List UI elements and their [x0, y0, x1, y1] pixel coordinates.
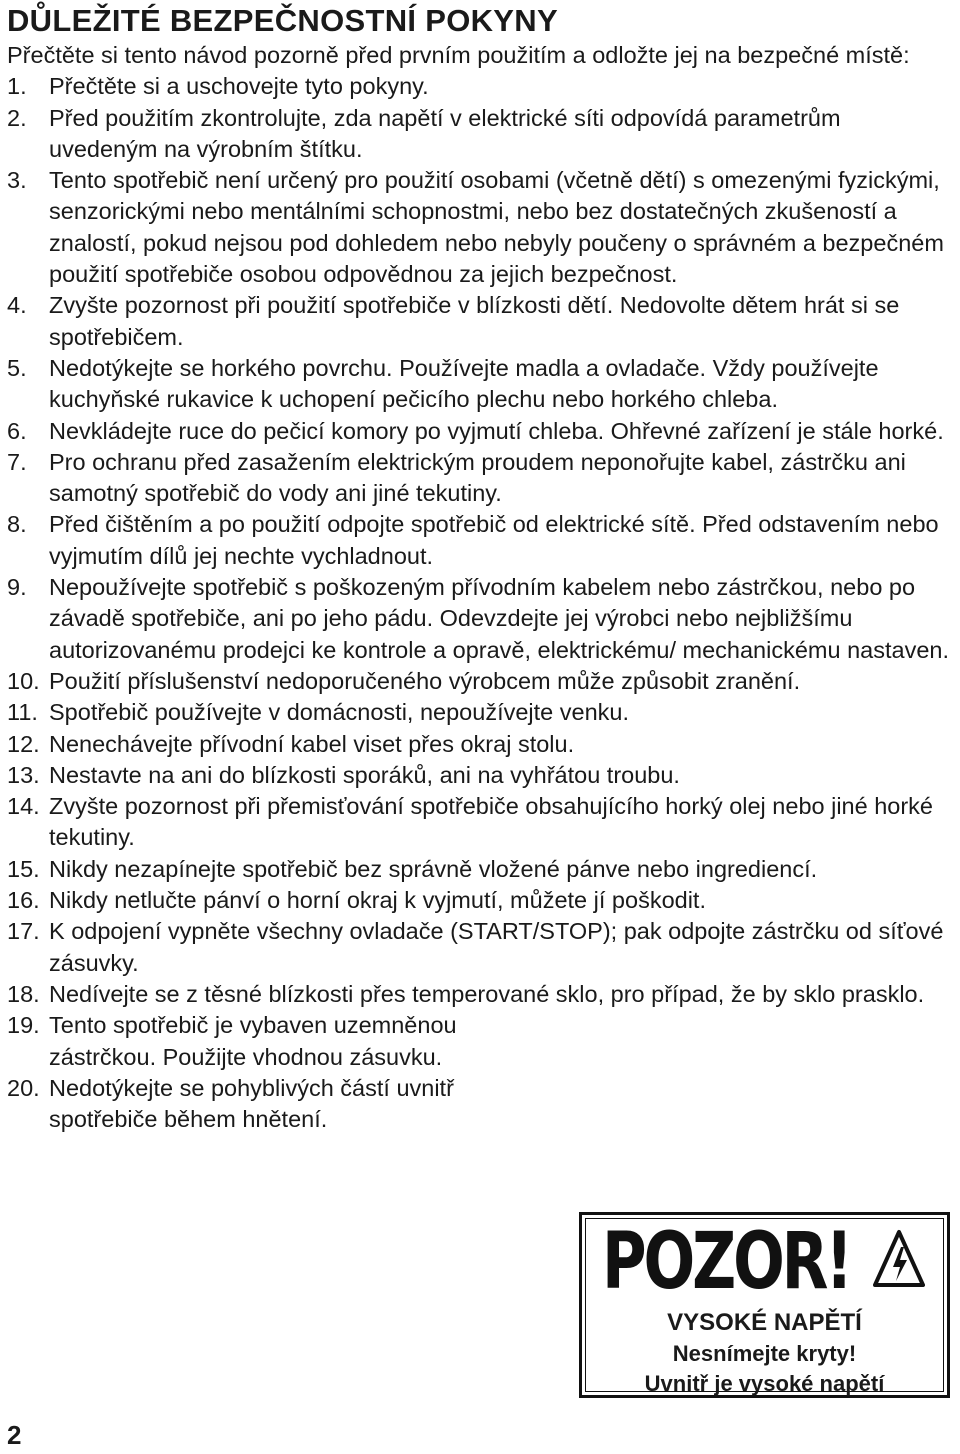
item-text: Zvyšte pozornost při přemisťování spotřebiče obsahujícího horký olej nebo jiné horké tekutiny. — [49, 793, 934, 851]
item-text: Před čištěním a po použití odpojte spotřebič od elektrické sítě. Před odstavením nebo vyjmutím dílů jej nechte vychladnout. — [49, 511, 939, 569]
list-item — [7, 416, 955, 447]
list-item — [7, 729, 955, 760]
list-item — [7, 1010, 955, 1073]
list-item — [7, 1073, 955, 1136]
item-number: 6. — [7, 417, 27, 444]
list-item — [7, 353, 955, 416]
list-item — [7, 447, 955, 510]
list-item — [7, 290, 955, 353]
item-text: Nedívejte se z těsné blízkosti přes temperované sklo, pro případ, že by sklo prasklo. — [49, 980, 925, 1007]
item-number: 14. — [7, 793, 40, 820]
manual-page — [7, 0, 955, 1135]
warning-heading: POZOR! — [602, 1217, 851, 1307]
item-text: Tento spotřebič je vybaven uzemněnou zástrčkou. Použijte vhodnou zásuvku. — [49, 1012, 457, 1070]
list-item — [7, 979, 955, 1010]
item-text: Tento spotřebič není určený pro použití osobami (včetně dětí) s omezenými fyzickými, senzorickými nebo mentálními schopnostmi, nebo bez dostatečných zkušeností a znalostí, pokud nejsou pod dohledem nebo nebyly poučeny o správném a bezpečném použití spotřebiče osobou odpovědnou za jejich bezpečnost. — [49, 167, 944, 288]
item-text: Zvyšte pozornost při použití spotřebiče v blízkosti dětí. Nedovolte dětem hrát si se spotřebičem. — [49, 292, 900, 350]
item-text: Přečtěte si a uschovejte tyto pokyny. — [49, 73, 429, 100]
item-number: 20. — [7, 1074, 40, 1101]
item-text: Před použitím zkontrolujte, zda napětí v elektrické síti odpovídá parametrům uvedeným na výrobním štítku. — [49, 104, 841, 162]
item-text: Nepoužívejte spotřebič s poškozeným přívodním kabelem nebo zástrčkou, nebo po závadě spotřebiče, ani po jeho pádu. Odevzdejte jej výrobci nebo nejbližšímu autorizovanému prodejci ke kontrole a opravě, elektrickému/ mechanickému nastaven. — [49, 574, 949, 663]
list-item — [7, 885, 955, 916]
item-text: Nevkládejte ruce do pečicí komory po vyjmutí chleba. Ohřevné zařízení je stále horké. — [49, 417, 944, 444]
safety-instructions-list — [7, 71, 955, 1135]
item-number: 17. — [7, 918, 40, 945]
warning-inner-border — [585, 1217, 944, 1396]
item-text: Použití příslušenství nedoporučeného výrobcem může způsobit zranění. — [49, 667, 801, 694]
item-text: Nikdy nezapínejte spotřebič bez správně vložené pánve nebo ingrediencí. — [49, 855, 818, 882]
item-number: 13. — [7, 761, 40, 788]
list-item — [7, 697, 955, 728]
item-number: 8. — [7, 511, 27, 538]
item-number: 16. — [7, 887, 40, 914]
warning-line-high-voltage-inside: Uvnitř je vysoké napětí — [644, 1371, 885, 1396]
high-voltage-warning-label — [579, 1212, 950, 1398]
item-number: 4. — [7, 292, 27, 319]
item-text: Nedotýkejte se horkého povrchu. Používejte madla a ovladače. Vždy používejte kuchyňské rukavice k uchopení pečicího plechu nebo horkého chleba. — [49, 354, 879, 413]
item-number: 18. — [7, 980, 40, 1007]
item-number: 5. — [7, 354, 27, 381]
list-item — [7, 760, 955, 791]
item-text: Spotřebič používejte v domácnosti, nepoužívejte venku. — [49, 699, 630, 726]
item-number: 15. — [7, 855, 40, 882]
list-item — [7, 165, 955, 290]
item-number: 9. — [7, 574, 27, 601]
item-text: Nikdy netlučte pánví o horní okraj k vyjmutí, můžete jí poškodit. — [49, 887, 706, 914]
list-item — [7, 103, 955, 166]
list-item — [7, 854, 955, 885]
item-number: 11. — [7, 699, 38, 726]
list-item — [7, 572, 955, 666]
high-voltage-icon — [873, 1229, 925, 1289]
item-text: Pro ochranu před zasažením elektrickým proudem neponořujte kabel, zástrčku ani samotný spotřebič do vody ani jiné tekutiny. — [49, 448, 906, 507]
item-number: 7. — [7, 448, 27, 475]
list-item — [7, 71, 955, 102]
intro-text: Přečtěte si tento návod pozorně před prvním použitím a odložte jej na bezpečné místě: — [7, 42, 910, 68]
warning-line-high-voltage: VYSOKÉ NAPĚTÍ — [667, 1309, 862, 1336]
item-text: Nedotýkejte se pohyblivých částí uvnitř spotřebiče během hnětení. — [49, 1074, 454, 1133]
list-item — [7, 916, 955, 979]
item-number: 12. — [7, 730, 40, 757]
page-number: 2 — [7, 1420, 22, 1450]
item-number: 19. — [7, 1012, 40, 1039]
warning-line-do-not-remove-covers: Nesnímejte kryty! — [672, 1341, 857, 1366]
list-item — [7, 509, 955, 572]
item-number: 2. — [7, 104, 27, 131]
list-item — [7, 666, 955, 697]
item-text: K odpojení vypněte všechny ovladače (START/STOP); pak odpojte zástrčku od síťové zásuvky. — [49, 918, 944, 976]
item-text: Nenechávejte přívodní kabel viset přes okraj stolu. — [49, 730, 575, 757]
item-number: 10. — [7, 667, 40, 694]
item-number: 1. — [7, 73, 27, 100]
page-title: DŮLEŽITÉ BEZPEČNOSTNÍ POKYNY — [7, 3, 558, 38]
item-text: Nestavte na ani do blízkosti sporáků, ani na vyhřátou troubu. — [49, 761, 680, 788]
list-item — [7, 791, 955, 854]
item-number: 3. — [7, 167, 27, 194]
